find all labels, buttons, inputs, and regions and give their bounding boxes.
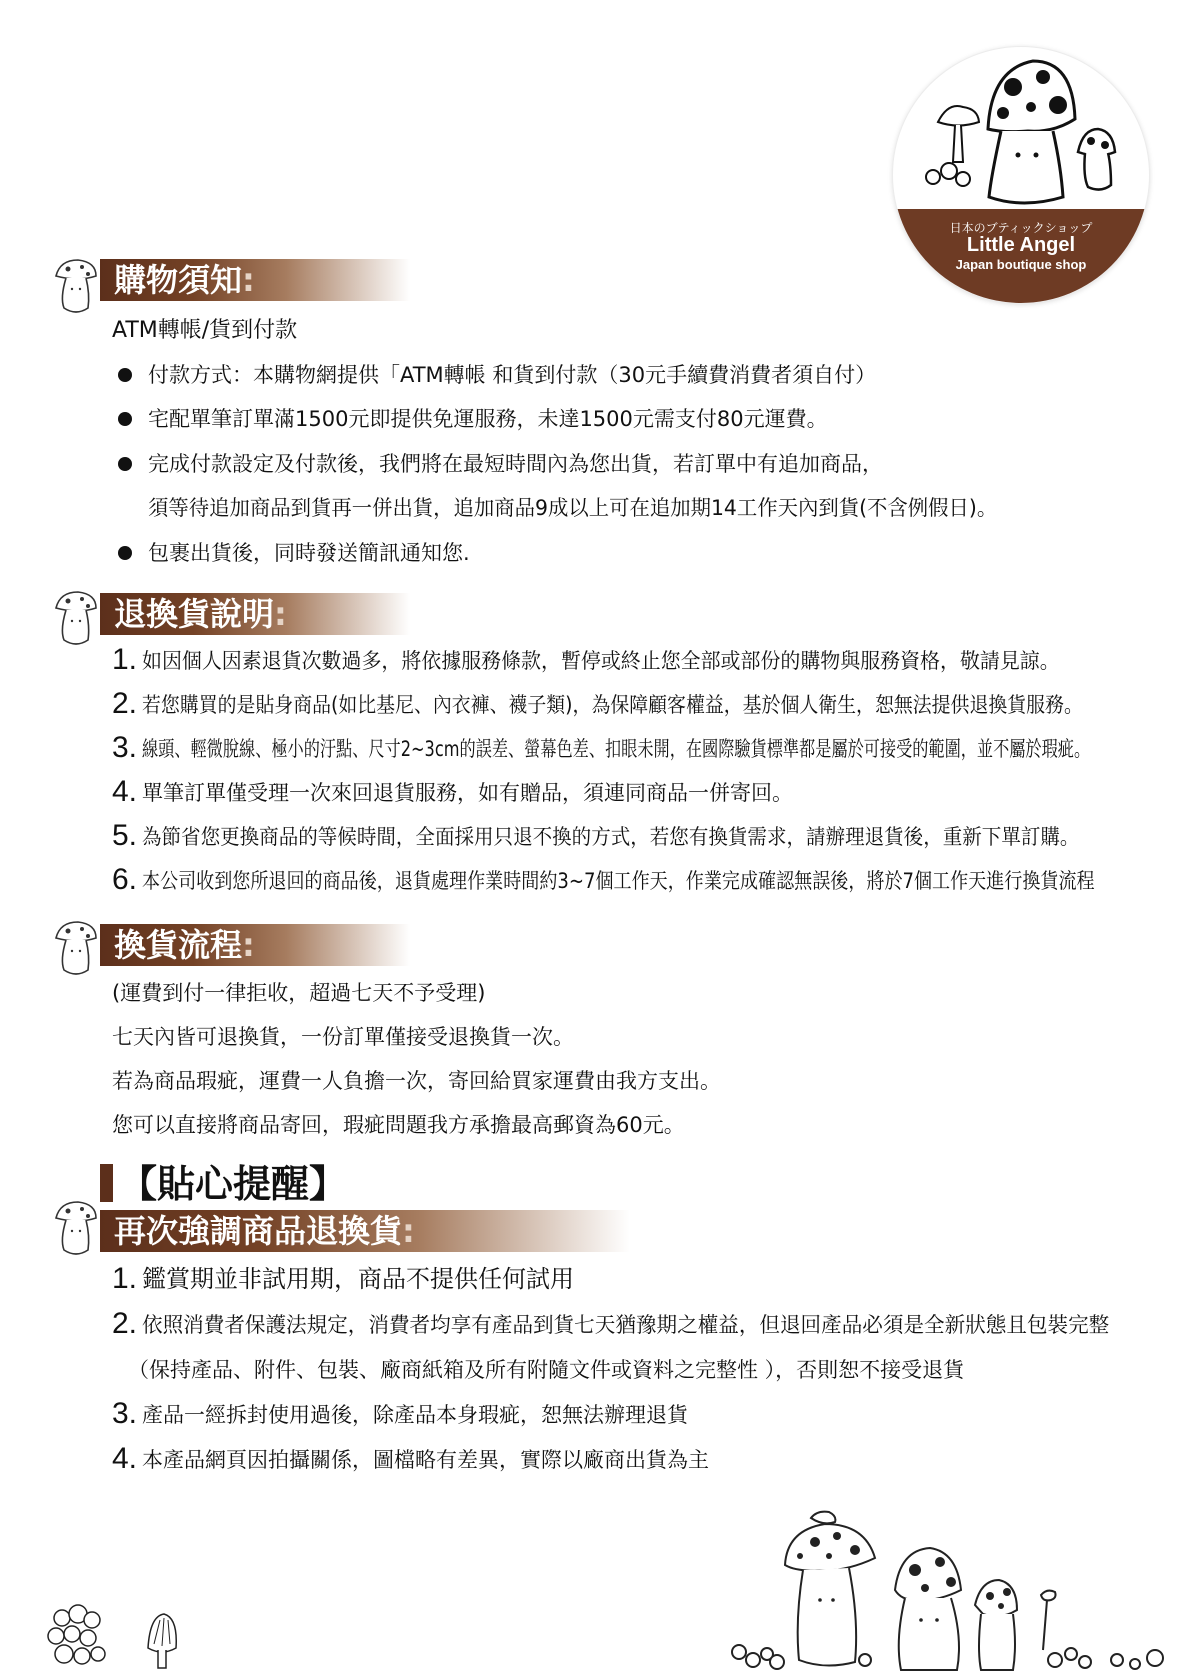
bullet-icon [118,368,132,382]
reminder-bar [100,1164,113,1202]
mushroom-mascot-icon [50,256,102,320]
shopping-bullet-2: 宅配單筆訂單滿1500元即提供免運服務，未達1500元需支付80元運費。 [148,407,828,431]
return-item-number: 5. [112,819,138,852]
section-header-exchange [100,924,410,966]
bullet-icon [118,546,132,560]
exchange-line-3: 若為商品瑕疵，運費一人負擔一次，寄回給買家運費由我方支出。 [112,1069,721,1093]
reminder-item-text: 依照消費者保護法規定，消費者均享有產品到貨七天猶豫期之權益，但退回產品必須是全新狀態且包裝完整 [142,1313,1110,1337]
bullet-icon [118,412,132,426]
section-title: 再次強調商品退換貨 [114,1212,403,1250]
section-header-shopping [100,259,410,301]
section-header-reminder [100,1210,630,1252]
mushroom-illustration-icon [725,1510,1175,1675]
exchange-line-1: (運費到付一律拒收，超過七天不予受理) [112,981,486,1005]
reminder-item-number: 2. [112,1307,138,1340]
logo-japanese-text: 日本のブティックショップ [949,221,1093,235]
return-item-text: 本公司收到您所退回的商品後，退貨處理作業時間約3~7個工作天，作業完成確認無誤後，將於7個工作天進行換貨流程 [142,869,1095,893]
return-item-number: 1. [112,643,138,676]
exchange-line-2: 七天內皆可退換貨，一份訂單僅接受退換貨一次。 [112,1025,574,1049]
return-item-6 [142,866,1142,896]
return-item-5 [142,822,1132,852]
return-item-4: 單筆訂單僅受理一次來回退貨服務，如有贈品，須連同商品一併寄回。 [142,781,793,805]
bullet-3-continued-text: 須等待追加商品到貨再一併出貨，追加商品9成以上可在追加期14工作天內到貨(不含例假日)。 [148,496,998,520]
payment-subtitle: ATM轉帳/貨到付款 [112,318,298,343]
reminder-item-number: 3. [112,1397,138,1430]
mushroom-mascot-icon [50,588,102,652]
reminder-item-2 [142,1310,1142,1340]
shopping-bullet-4: 包裹出貨後，同時發送簡訊通知您. [148,541,470,565]
return-item-1 [142,646,1122,676]
return-item-text: 如因個人因素退貨次數過多，將依據服務條款，暫停或終止您全部或部份的購物與服務資格，敬請見諒。 [142,649,1060,673]
header-colon: : [402,1212,415,1250]
section-title: 購物須知 [114,261,243,299]
return-item-number: 2. [112,687,138,720]
return-item-text: 為節省您更換商品的等候時間，全面採用只退不換的方式，若您有換貨需求，請辦理退貨後，重新下單訂購。 [142,825,1080,849]
header-colon: : [242,926,255,964]
mushroom-mascot-icon [50,918,102,982]
shopping-bullet-3: 完成付款設定及付款後，我們將在最短時間內為您出貨，若訂單中有追加商品， [148,452,883,476]
logo-brand-name: Little Angel [966,234,1076,256]
shopping-bullet-1: 付款方式：本購物網提供「ATM轉帳 和貨到付款（30元手續費消費者須自付） [148,363,877,387]
section-header-returns [100,593,410,635]
reminder-item-3: 產品一經拆封使用過後，除產品本身瑕疵，恕無法辦理退貨 [142,1403,688,1427]
return-item-text: 線頭、輕微脫線、極小的汙點、尺寸2~3cm的誤差、螢幕色差、扣眼未開，在國際驗貨標準都是屬於可接受的範圍，並不屬於瑕疵。 [142,737,1091,761]
return-item-3 [142,734,1132,764]
section-title: 換貨流程 [114,926,243,964]
reminder-item-4: 本產品網頁因拍攝關係，圖檔略有差異，實際以廠商出貨為主 [142,1448,709,1472]
reminder-item-2-continued: （保持產品、附件、包裝、廠商紙箱及所有附隨文件或資料之完整性 ），否則恕不接受退貨 [128,1358,965,1382]
reminder-label-text: 【貼心提醒】 [119,1162,348,1206]
reminder-item-number: 4. [112,1442,138,1475]
exchange-line-4: 您可以直接將商品寄回，瑕疵問題我方承擔最高郵資為60元。 [112,1113,685,1137]
header-colon: : [274,595,287,633]
reminder-label [100,1160,347,1208]
section-title: 退換貨說明 [114,595,275,633]
reminder-item-1: 鑑賞期並非試用期，商品不提供任何試用 [142,1265,574,1293]
bullet-icon [118,457,132,471]
mushroom-mascot-icon [50,1198,102,1262]
shopping-bullet-3-continued [148,493,1128,523]
return-item-number: 6. [112,863,138,896]
mushroom-illustration-icon [40,1598,180,1673]
return-item-text: 若您購買的是貼身商品(如比基尼、內衣褲、襪子類)，為保障顧客權益，基於個人衛生，恕無法提供退換貨服務。 [142,693,1083,717]
return-item-2 [142,690,1132,720]
reminder-item-number: 1. [112,1262,138,1295]
shop-logo [893,47,1149,303]
return-item-number: 3. [112,731,138,764]
header-colon: : [242,261,255,299]
return-item-number: 4. [112,775,138,808]
logo-subtitle: Japan boutique shop [955,257,1087,272]
